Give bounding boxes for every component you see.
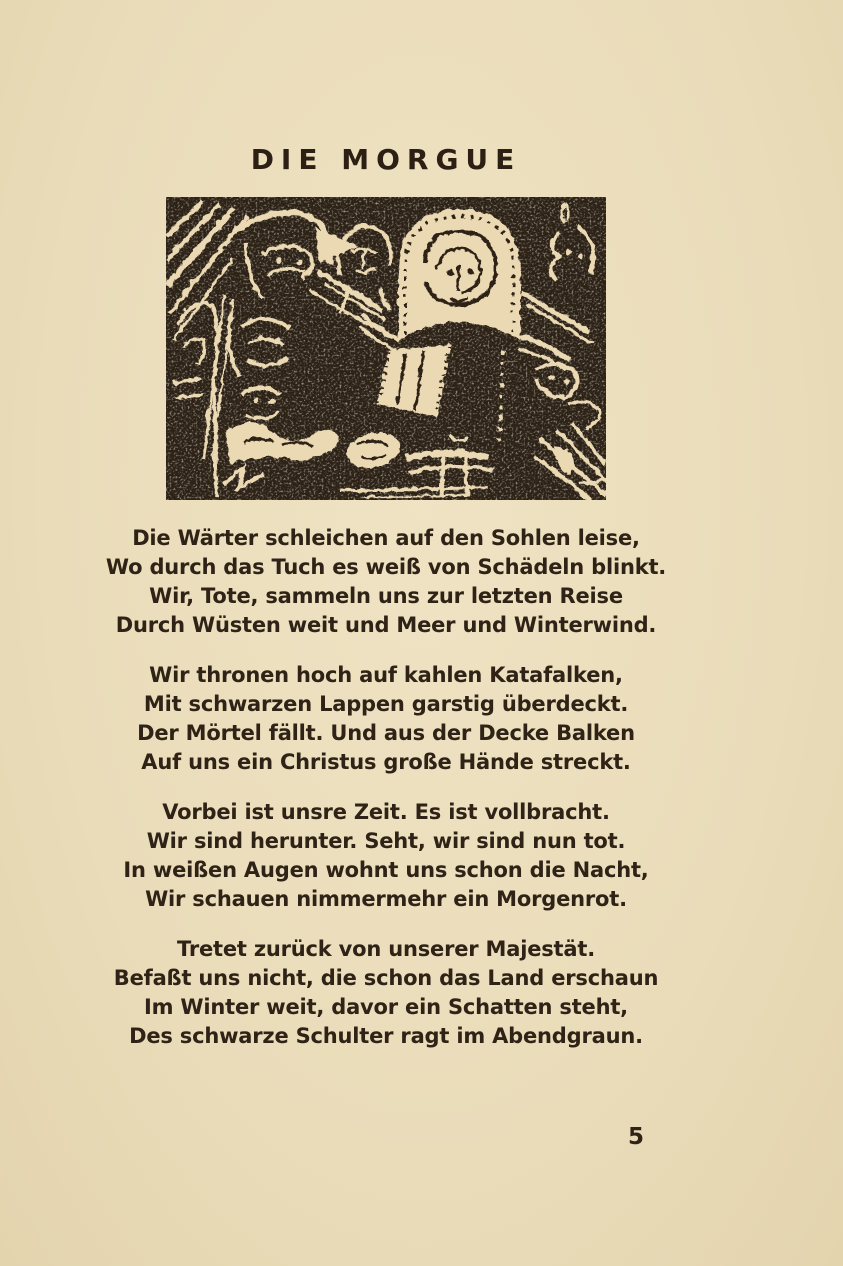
poem-line: Tretet zurück von unserer Majestät. [177, 937, 595, 961]
poem-line: Wir schauen nimmermehr ein Morgenrot. [145, 887, 627, 911]
page-number: 5 [627, 1124, 644, 1150]
poem-line: Auf uns ein Christus große Hände streckt. [141, 750, 631, 774]
poem-line: Die Wärter schleichen auf den Sohlen leise, [132, 526, 640, 550]
poem-line: In weißen Augen wohnt uns schon die Nacht, [123, 858, 649, 882]
poem-line: Im Winter weit, davor ein Schatten steht, [144, 995, 628, 1019]
stanza-4 [0, 935, 772, 1051]
poem-line: Vorbei ist unsre Zeit. Es ist vollbracht. [162, 800, 610, 824]
poem-line: Des schwarze Schulter ragt im Abendgraun. [129, 1024, 643, 1048]
poem-line: Wo durch das Tuch es weiß von Schädeln blinkt. [105, 555, 667, 579]
poem-line: Durch Wüsten weit und Meer und Winterwind. [115, 613, 657, 637]
poem-line: Der Mörtel fällt. Und aus der Decke Balken [137, 721, 635, 745]
stanza-3 [0, 798, 772, 914]
stanza-1 [0, 524, 772, 640]
poem-line: Wir sind herunter. Seht, wir sind nun tot. [146, 829, 626, 853]
woodcut-illustration [166, 197, 606, 500]
poem-line: Befaßt uns nicht, die schon das Land erschaun [113, 966, 659, 990]
poem [0, 524, 772, 1072]
stanza-2 [0, 661, 772, 777]
poem-line: Wir thronen hoch auf kahlen Katafalken, [149, 663, 623, 687]
poem-line: Mit schwarzen Lappen garstig überdeckt. [143, 692, 629, 716]
poem-line: Wir, Tote, sammeln uns zur letzten Reise [149, 584, 623, 608]
poem-title: DIE MORGUE [250, 143, 522, 176]
woodcut-image [166, 197, 606, 500]
